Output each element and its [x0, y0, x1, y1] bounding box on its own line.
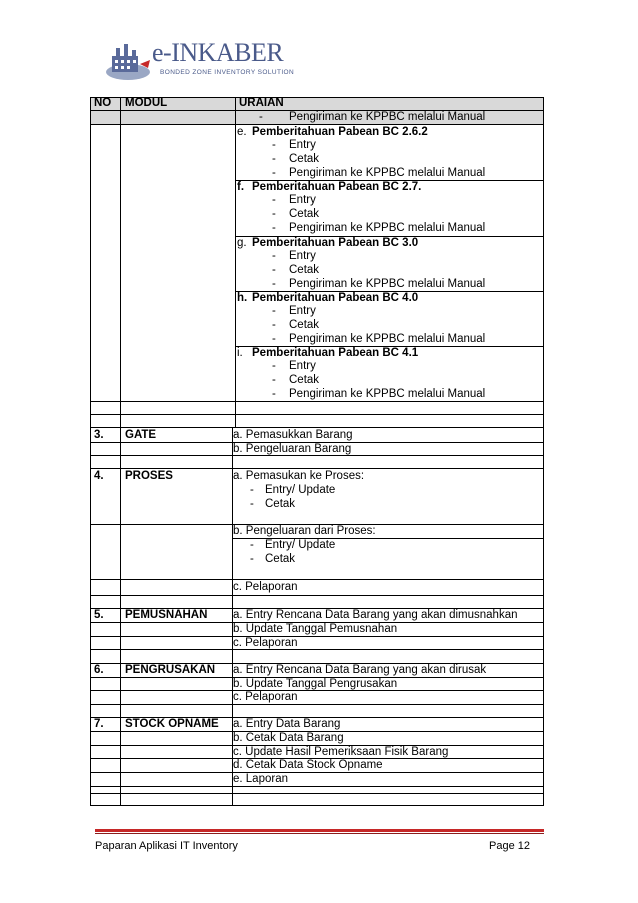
module-name: PENGRUSAKAN [125, 664, 216, 676]
list-item: a. Pemasukan ke Proses: [233, 470, 365, 482]
list-item: Entry/ Update [265, 539, 336, 551]
list-item: b. Update Tanggal Pengrusakan [233, 678, 398, 690]
module-name: PROSES [125, 470, 173, 482]
list-item: Pengiriman ke KPPBC melalui Manual [289, 388, 486, 400]
list-item: e. Laporan [233, 773, 288, 785]
list-item: Entry [289, 360, 316, 372]
list-item: Pengiriman ke KPPBC melalui Manual [289, 222, 486, 234]
module-name: GATE [125, 429, 157, 441]
row-number: 5. [94, 609, 104, 621]
header-uraian: URAIAN [239, 97, 284, 109]
list-item: Cetak [289, 319, 320, 331]
list-item: Cetak [289, 264, 320, 276]
section-title: Pemberitahuan Pabean BC 2.7. [252, 181, 422, 193]
module-name: STOCK OPNAME [125, 718, 219, 730]
list-item: a. Pemasukkan Barang [233, 429, 353, 441]
section-letter: e. [237, 126, 247, 138]
list-item: c. Pelaporan [233, 637, 298, 649]
logo-wordmark: e-INKABER [152, 38, 284, 67]
footer-rule-thin [95, 833, 544, 834]
section-letter: g. [237, 237, 247, 249]
list-item: Cetak [265, 498, 296, 510]
factory-icon [104, 38, 152, 82]
section-title: Pemberitahuan Pabean BC 2.6.2 [252, 126, 428, 138]
list-item: b. Pengeluaran dari Proses: [233, 525, 376, 537]
section-letter: i. [237, 347, 243, 359]
list-item: Cetak [265, 553, 296, 565]
list-item: a. Entry Rencana Data Barang yang akan dirusak [233, 664, 487, 676]
section-title: Pemberitahuan Pabean BC 4.0 [252, 292, 419, 304]
list-item: Cetak [289, 153, 320, 165]
list-item: a. Entry Rencana Data Barang yang akan dimusnahkan [233, 609, 518, 621]
footer-rule [95, 829, 544, 832]
header-no: NO [94, 97, 112, 109]
list-item: Entry/ Update [265, 484, 336, 496]
list-item: b. Update Tanggal Pemusnahan [233, 623, 398, 635]
row-number: 6. [94, 664, 104, 676]
section-title: Pemberitahuan Pabean BC 3.0 [252, 237, 419, 249]
row-number: 7. [94, 718, 104, 730]
list-item: Entry [289, 194, 316, 206]
list-item: b. Pengeluaran Barang [233, 443, 352, 455]
list-item: Entry [289, 250, 316, 262]
continued-item: Pengiriman ke KPPBC melalui Manual [289, 111, 486, 123]
list-item: c. Pelaporan [233, 581, 298, 593]
page-number: Page 12 [489, 840, 530, 852]
list-item: Pengiriman ke KPPBC melalui Manual [289, 333, 486, 345]
list-item: d. Cetak Data Stock Opname [233, 759, 383, 771]
list-item: Entry [289, 139, 316, 151]
list-item: c. Pelaporan [233, 691, 298, 703]
header-modul: MODUL [125, 97, 168, 109]
company-logo [104, 38, 295, 82]
list-item: c. Update Hasil Pemeriksaan Fisik Barang [233, 746, 449, 758]
list-item: Cetak [289, 374, 320, 386]
module-name: PEMUSNAHAN [125, 609, 208, 621]
section-letter: f. [237, 181, 245, 193]
list-item: b. Cetak Data Barang [233, 732, 344, 744]
list-item: Pengiriman ke KPPBC melalui Manual [289, 167, 486, 179]
section-title: Pemberitahuan Pabean BC 4.1 [252, 347, 419, 359]
list-item: Cetak [289, 208, 320, 220]
logo-tagline: BONDED ZONE INVENTORY SOLUTION [160, 69, 295, 76]
list-item: Pengiriman ke KPPBC melalui Manual [289, 278, 486, 290]
row-number: 4. [94, 470, 104, 482]
section-letter: h. [237, 292, 248, 304]
row-number: 3. [94, 429, 104, 441]
module-table: NO MODUL URAIAN - Pengiriman ke KPPBC melalui Manual e. Pemberitahuan Pabean BC 2.6.2 - Entry - Cetak - Pengiriman ke KPPBC melalui Manual f. Pemberitahuan Pabean BC 2.7. - Entry - Cetak - Pengiriman ke KPPBC melalui Manual g. Pemberitahuan Pabean BC 3.0 - Entry - Cetak - Pengiriman ke KPPBC melalui Manual h. Pemberitahuan Pabean BC 4.0 - Entry - Cetak - Pengiriman ke KPPBC melalui Manual i. Pemberitahuan Pabean BC 4.1 - Entry - Cetak - Pengiriman ke KPPBC melalui Manual 3. GATE a. Pemasukkan Barang b. Pengeluaran Barang 4. PROSES a. Pemasukan ke Proses: - Entry/ Update - Cetak b. Pengeluaran dari Proses: - Entry/ Update - Cetak c. Pelaporan 5. PEMUSNAHAN a. Entry Rencana Data Barang yang akan dimusnahkan b. Update Tanggal Pemusnahan c. Pelaporan 6. PENGRUSAKAN a. Entry Rencana Data Barang yang akan dirusak b. Update Tanggal Pengrusakan c. Pelaporan 7. STOCK OPNAME a. Entry Data Barang b. Cetak Data Barang c. Update Hasil Pemeriksaan Fisik Barang d. Cetak Data Stock Opname e. Laporan [90, 97, 544, 807]
list-item: Entry [289, 305, 316, 317]
footer-title: Paparan Aplikasi IT Inventory [95, 840, 238, 852]
list-item: a. Entry Data Barang [233, 718, 341, 730]
